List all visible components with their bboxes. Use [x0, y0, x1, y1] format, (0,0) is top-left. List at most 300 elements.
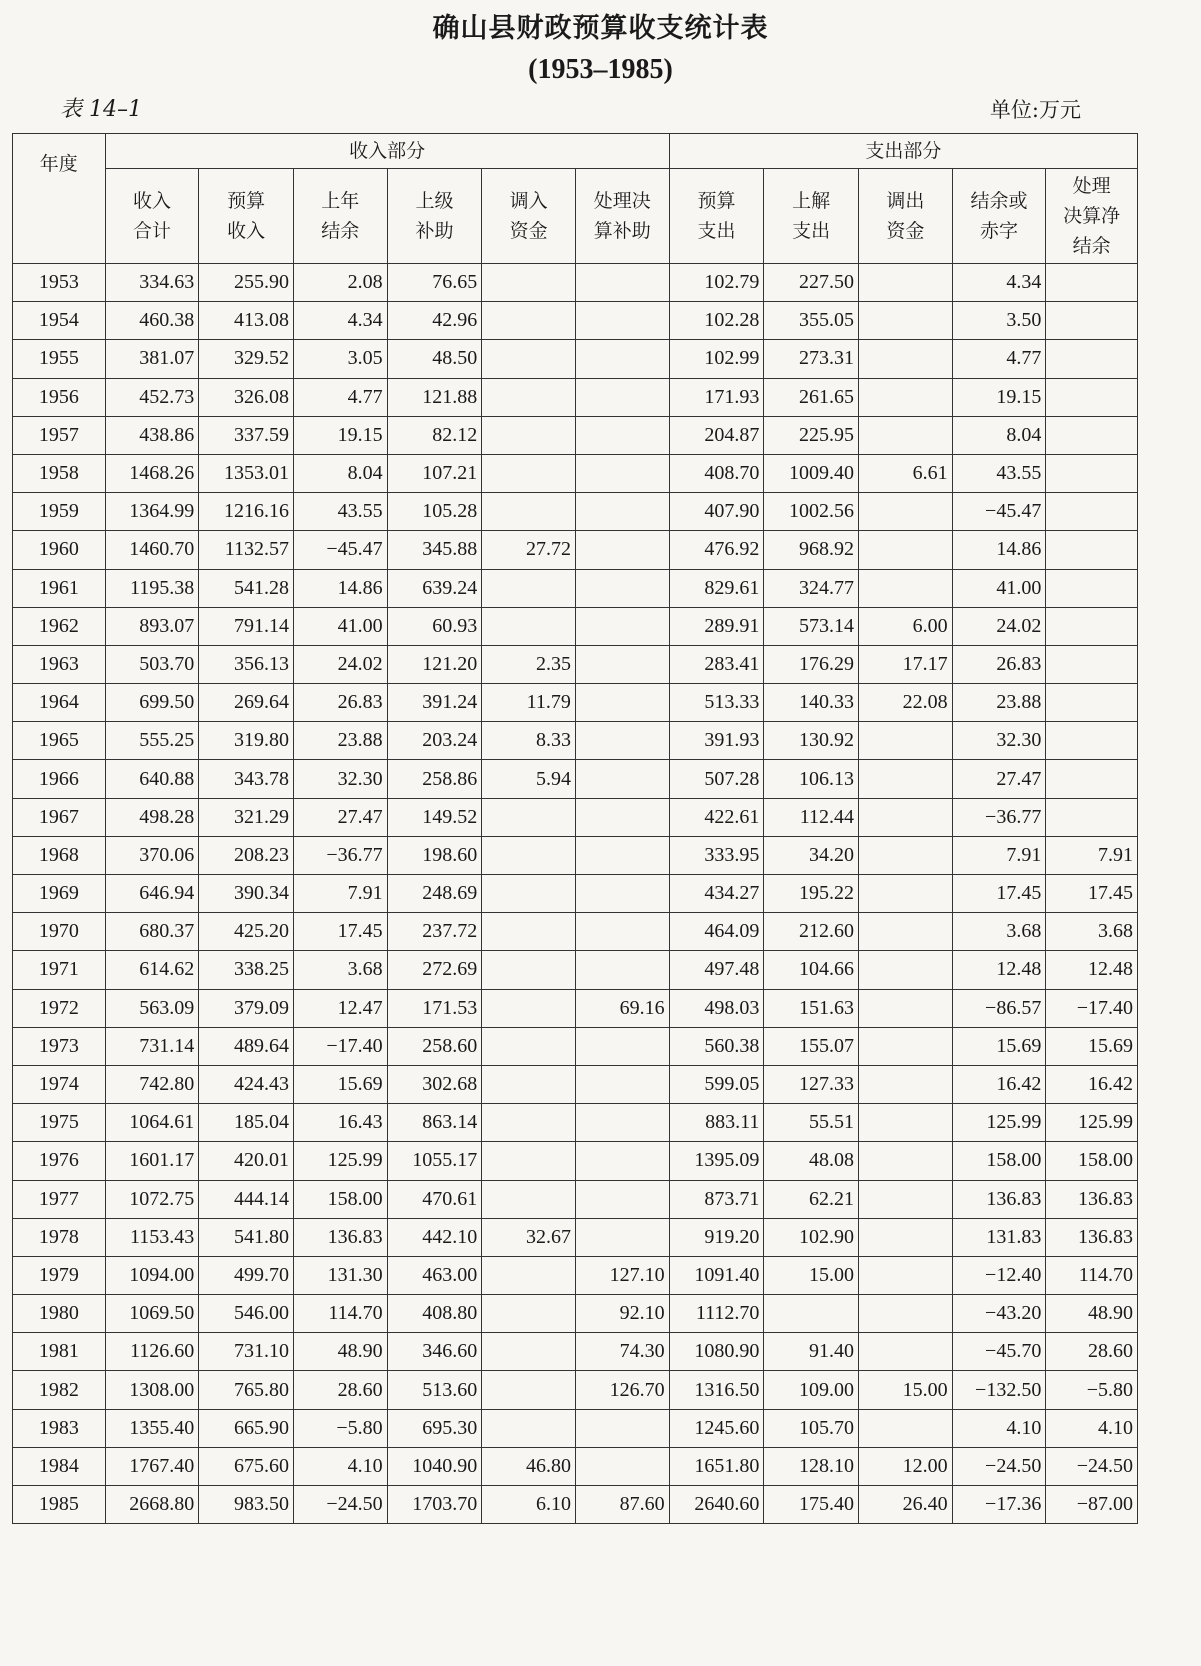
value-cell: 345.88	[387, 531, 482, 569]
value-cell: 258.86	[387, 760, 482, 798]
value-cell: 140.33	[764, 684, 859, 722]
value-cell	[575, 416, 669, 454]
value-cell: 102.79	[669, 264, 764, 302]
column-header-line: 结余	[321, 220, 360, 242]
table-row	[13, 607, 1138, 645]
year-cell: 1962	[13, 607, 106, 645]
value-cell	[575, 760, 669, 798]
column-header-line: 支出	[792, 220, 831, 242]
value-cell: 499.70	[199, 1256, 294, 1294]
value-cell: 131.30	[293, 1256, 387, 1294]
year-cell: 1963	[13, 645, 106, 683]
column-header-line: 预算	[227, 190, 266, 212]
value-cell	[575, 1065, 669, 1103]
table-row	[13, 1027, 1138, 1065]
year-cell: 1972	[13, 989, 106, 1027]
table-row	[13, 1142, 1138, 1180]
value-cell: 208.23	[199, 836, 294, 874]
value-cell: 3.50	[952, 302, 1046, 340]
table-row	[13, 645, 1138, 683]
value-cell: 560.38	[669, 1027, 764, 1065]
value-cell: 198.60	[387, 836, 482, 874]
value-cell: 28.60	[293, 1371, 387, 1409]
value-cell	[575, 913, 669, 951]
value-cell	[575, 951, 669, 989]
value-cell: 149.52	[387, 798, 482, 836]
year-cell: 1953	[13, 264, 106, 302]
column-header-line: 结余或	[970, 190, 1028, 212]
value-cell: 7.91	[293, 875, 387, 913]
year-cell: 1956	[13, 378, 106, 416]
value-cell: 338.25	[199, 951, 294, 989]
column-header-line: 决算净	[1063, 205, 1121, 227]
value-cell: −17.36	[952, 1486, 1046, 1524]
value-cell: 434.27	[669, 875, 764, 913]
value-cell: 15.69	[293, 1065, 387, 1103]
value-cell	[1046, 531, 1138, 569]
table-row	[13, 1409, 1138, 1447]
year-cell: 1979	[13, 1256, 106, 1294]
value-cell: 261.65	[764, 378, 859, 416]
value-cell	[859, 951, 953, 989]
value-cell: 1767.40	[105, 1447, 199, 1485]
value-cell	[859, 722, 953, 760]
value-cell	[859, 493, 953, 531]
value-cell: 136.83	[293, 1218, 387, 1256]
value-cell: 356.13	[199, 645, 294, 683]
column-header	[952, 169, 1046, 264]
value-cell: 1195.38	[105, 569, 199, 607]
value-cell: 4.77	[952, 340, 1046, 378]
value-cell: 680.37	[105, 913, 199, 951]
value-cell: 62.21	[764, 1180, 859, 1218]
value-cell: 16.43	[293, 1104, 387, 1142]
value-cell: 87.60	[575, 1486, 669, 1524]
value-cell	[859, 531, 953, 569]
value-cell: 48.08	[764, 1142, 859, 1180]
value-cell	[859, 1256, 953, 1294]
value-cell: 158.00	[952, 1142, 1046, 1180]
value-cell: 6.61	[859, 454, 953, 492]
value-cell	[482, 493, 576, 531]
value-cell: 34.20	[764, 836, 859, 874]
value-cell: 171.53	[387, 989, 482, 1027]
value-cell: 76.65	[387, 264, 482, 302]
value-cell: 41.00	[293, 607, 387, 645]
value-cell: 302.68	[387, 1065, 482, 1103]
value-cell	[859, 875, 953, 913]
value-cell: 3.68	[952, 913, 1046, 951]
value-cell: 1245.60	[669, 1409, 764, 1447]
value-cell: 1703.70	[387, 1486, 482, 1524]
value-cell: 329.52	[199, 340, 294, 378]
value-cell: 126.70	[575, 1371, 669, 1409]
column-header	[575, 169, 669, 264]
value-cell	[1046, 416, 1138, 454]
value-cell: 319.80	[199, 722, 294, 760]
value-cell: 125.99	[1046, 1104, 1138, 1142]
value-cell	[1046, 684, 1138, 722]
value-cell: 16.42	[952, 1065, 1046, 1103]
table-row	[13, 875, 1138, 913]
value-cell: 12.48	[952, 951, 1046, 989]
value-cell: 391.24	[387, 684, 482, 722]
year-cell: 1974	[13, 1065, 106, 1103]
value-cell	[575, 454, 669, 492]
table-row	[13, 1104, 1138, 1142]
value-cell: 1091.40	[669, 1256, 764, 1294]
value-cell: 114.70	[1046, 1256, 1138, 1294]
column-header	[764, 169, 859, 264]
value-cell: 326.08	[199, 378, 294, 416]
column-header	[199, 169, 294, 264]
column-header	[387, 169, 482, 264]
value-cell: 425.20	[199, 913, 294, 951]
value-cell	[482, 454, 576, 492]
value-cell	[1046, 302, 1138, 340]
value-cell	[482, 340, 576, 378]
value-cell	[482, 569, 576, 607]
table-row	[13, 569, 1138, 607]
value-cell: 32.30	[293, 760, 387, 798]
value-cell: 121.88	[387, 378, 482, 416]
value-cell	[482, 1065, 576, 1103]
value-cell: 130.92	[764, 722, 859, 760]
value-cell: 127.33	[764, 1065, 859, 1103]
finance-table	[12, 133, 1138, 1524]
value-cell: −45.47	[293, 531, 387, 569]
value-cell: 121.20	[387, 645, 482, 683]
value-cell: 225.95	[764, 416, 859, 454]
value-cell	[575, 836, 669, 874]
value-cell: 15.69	[1046, 1027, 1138, 1065]
value-cell: 4.34	[952, 264, 1046, 302]
value-cell: 1064.61	[105, 1104, 199, 1142]
value-cell: 92.10	[575, 1295, 669, 1333]
column-header-line: 调入	[509, 190, 548, 212]
value-cell: 136.83	[1046, 1180, 1138, 1218]
year-cell: 1978	[13, 1218, 106, 1256]
value-cell: 983.50	[199, 1486, 294, 1524]
value-cell: 1353.01	[199, 454, 294, 492]
value-cell	[1046, 378, 1138, 416]
value-cell	[859, 1142, 953, 1180]
value-cell	[1046, 454, 1138, 492]
value-cell: 390.34	[199, 875, 294, 913]
value-cell: 12.00	[859, 1447, 953, 1485]
value-cell: 7.91	[1046, 836, 1138, 874]
value-cell	[859, 302, 953, 340]
year-cell: 1969	[13, 875, 106, 913]
value-cell	[482, 1142, 576, 1180]
value-cell: 74.30	[575, 1333, 669, 1371]
value-cell: 3.68	[1046, 913, 1138, 951]
value-cell: 185.04	[199, 1104, 294, 1142]
year-cell: 1973	[13, 1027, 106, 1065]
value-cell: 112.44	[764, 798, 859, 836]
value-cell	[575, 340, 669, 378]
value-cell: 26.40	[859, 1486, 953, 1524]
value-cell: 171.93	[669, 378, 764, 416]
value-cell: 420.01	[199, 1142, 294, 1180]
column-header-line: 支出	[697, 220, 736, 242]
year-cell: 1964	[13, 684, 106, 722]
value-cell: 24.02	[952, 607, 1046, 645]
column-header-line: 上年	[321, 190, 360, 212]
table-row	[13, 722, 1138, 760]
value-cell: 4.10	[952, 1409, 1046, 1447]
value-cell: 195.22	[764, 875, 859, 913]
value-cell: 248.69	[387, 875, 482, 913]
value-cell: 460.38	[105, 302, 199, 340]
value-cell: 498.28	[105, 798, 199, 836]
table-row	[13, 798, 1138, 836]
value-cell	[482, 1104, 576, 1142]
year-cell: 1984	[13, 1447, 106, 1485]
value-cell: 4.34	[293, 302, 387, 340]
table-row	[13, 1447, 1138, 1485]
year-cell: 1976	[13, 1142, 106, 1180]
column-header-line: 算补助	[593, 220, 651, 242]
value-cell: 765.80	[199, 1371, 294, 1409]
value-cell: 136.83	[952, 1180, 1046, 1218]
table-row	[13, 1486, 1138, 1524]
value-cell: 370.06	[105, 836, 199, 874]
table-row	[13, 684, 1138, 722]
value-cell: 452.73	[105, 378, 199, 416]
value-cell: 2.08	[293, 264, 387, 302]
value-cell: −24.50	[293, 1486, 387, 1524]
value-cell: 3.68	[293, 951, 387, 989]
table-row	[13, 951, 1138, 989]
value-cell: 4.77	[293, 378, 387, 416]
column-header-line: 补助	[415, 220, 454, 242]
value-cell	[575, 722, 669, 760]
value-cell: 1468.26	[105, 454, 199, 492]
value-cell	[482, 875, 576, 913]
value-cell: 273.31	[764, 340, 859, 378]
value-cell: −24.50	[1046, 1447, 1138, 1485]
value-cell: 14.86	[952, 531, 1046, 569]
value-cell: 212.60	[764, 913, 859, 951]
value-cell: 5.94	[482, 760, 576, 798]
value-cell: 503.70	[105, 645, 199, 683]
unit-label: 单位:万元	[989, 98, 1081, 122]
value-cell: 203.24	[387, 722, 482, 760]
value-cell: 158.00	[293, 1180, 387, 1218]
value-cell: 109.00	[764, 1371, 859, 1409]
column-header-line: 调出	[886, 190, 925, 212]
value-cell: 17.17	[859, 645, 953, 683]
value-cell	[575, 1027, 669, 1065]
value-cell: 355.05	[764, 302, 859, 340]
value-cell: 4.10	[293, 1447, 387, 1485]
value-cell: 1072.75	[105, 1180, 199, 1218]
value-cell: −87.00	[1046, 1486, 1138, 1524]
value-cell: 283.41	[669, 645, 764, 683]
value-cell: 1094.00	[105, 1256, 199, 1294]
value-cell: 1651.80	[669, 1447, 764, 1485]
value-cell: 442.10	[387, 1218, 482, 1256]
value-cell: 27.47	[952, 760, 1046, 798]
column-header-line: 收入	[132, 190, 171, 212]
value-cell	[575, 493, 669, 531]
value-cell	[1046, 760, 1138, 798]
column-header	[859, 169, 953, 264]
year-header: 年度	[13, 134, 106, 264]
value-cell	[859, 760, 953, 798]
value-cell	[482, 836, 576, 874]
table-row	[13, 1180, 1138, 1218]
value-cell: 640.88	[105, 760, 199, 798]
year-cell: 1980	[13, 1295, 106, 1333]
table-row	[13, 378, 1138, 416]
value-cell: 114.70	[293, 1295, 387, 1333]
column-header-line: 收入	[227, 220, 266, 242]
value-cell: 444.14	[199, 1180, 294, 1218]
value-cell: 60.93	[387, 607, 482, 645]
value-cell: 43.55	[952, 454, 1046, 492]
value-cell: 204.87	[669, 416, 764, 454]
table-row	[13, 340, 1138, 378]
value-cell: 15.00	[764, 1256, 859, 1294]
value-cell: 1460.70	[105, 531, 199, 569]
value-cell: 408.80	[387, 1295, 482, 1333]
column-header-line: 预算	[697, 190, 736, 212]
value-cell: −5.80	[1046, 1371, 1138, 1409]
value-cell: 17.45	[293, 913, 387, 951]
year-cell: 1955	[13, 340, 106, 378]
value-cell	[575, 569, 669, 607]
value-cell	[859, 798, 953, 836]
column-header-line: 赤字	[979, 220, 1018, 242]
table-body	[13, 264, 1138, 1524]
table-row	[13, 1333, 1138, 1371]
value-cell: 408.70	[669, 454, 764, 492]
value-cell: 1112.70	[669, 1295, 764, 1333]
column-header	[1046, 169, 1138, 264]
value-cell	[859, 1104, 953, 1142]
value-cell: 102.90	[764, 1218, 859, 1256]
value-cell: 614.62	[105, 951, 199, 989]
value-cell: 1316.50	[669, 1371, 764, 1409]
value-cell: 125.99	[952, 1104, 1046, 1142]
column-header	[293, 169, 387, 264]
year-cell: 1982	[13, 1371, 106, 1409]
table-row	[13, 913, 1138, 951]
value-cell	[575, 1447, 669, 1485]
value-cell: 346.60	[387, 1333, 482, 1371]
value-cell: 8.04	[952, 416, 1046, 454]
year-cell: 1971	[13, 951, 106, 989]
value-cell: 27.47	[293, 798, 387, 836]
value-cell	[1046, 607, 1138, 645]
value-cell: −12.40	[952, 1256, 1046, 1294]
value-cell: 883.11	[669, 1104, 764, 1142]
value-cell	[575, 607, 669, 645]
year-cell: 1960	[13, 531, 106, 569]
value-cell: 476.92	[669, 531, 764, 569]
value-cell	[575, 531, 669, 569]
value-cell: 128.10	[764, 1447, 859, 1485]
value-cell: 334.63	[105, 264, 199, 302]
value-cell: 1080.90	[669, 1333, 764, 1371]
value-cell: 127.10	[575, 1256, 669, 1294]
value-cell: 125.99	[293, 1142, 387, 1180]
year-cell: 1966	[13, 760, 106, 798]
value-cell	[859, 1027, 953, 1065]
value-cell: 470.61	[387, 1180, 482, 1218]
year-cell: 1975	[13, 1104, 106, 1142]
value-cell: 513.60	[387, 1371, 482, 1409]
value-cell	[482, 1295, 576, 1333]
column-header-line: 合计	[132, 220, 171, 242]
value-cell: 2.35	[482, 645, 576, 683]
year-cell: 1981	[13, 1333, 106, 1371]
value-cell	[859, 264, 953, 302]
value-cell: 28.60	[1046, 1333, 1138, 1371]
value-cell	[482, 989, 576, 1027]
value-cell: 102.28	[669, 302, 764, 340]
table-row	[13, 531, 1138, 569]
value-cell	[859, 913, 953, 951]
value-cell	[482, 302, 576, 340]
value-cell: 555.25	[105, 722, 199, 760]
year-cell: 1959	[13, 493, 106, 531]
value-cell	[575, 264, 669, 302]
value-cell: 675.60	[199, 1447, 294, 1485]
page-title: 确山县财政预算收支统计表	[432, 13, 769, 44]
value-cell: 17.45	[1046, 875, 1138, 913]
value-cell: 69.16	[575, 989, 669, 1027]
value-cell: 23.88	[952, 684, 1046, 722]
column-header-line: 上级	[415, 190, 454, 212]
value-cell	[575, 1142, 669, 1180]
value-cell: 731.10	[199, 1333, 294, 1371]
value-cell: 11.79	[482, 684, 576, 722]
value-cell: 463.00	[387, 1256, 482, 1294]
column-header-line: 上解	[792, 190, 831, 212]
value-cell	[575, 875, 669, 913]
value-cell: 324.77	[764, 569, 859, 607]
year-cell: 1983	[13, 1409, 106, 1447]
value-cell: 227.50	[764, 264, 859, 302]
value-cell: 289.91	[669, 607, 764, 645]
year-cell: 1985	[13, 1486, 106, 1524]
value-cell: 2668.80	[105, 1486, 199, 1524]
year-cell: 1957	[13, 416, 106, 454]
column-header-row	[13, 169, 1138, 264]
value-cell: 82.12	[387, 416, 482, 454]
value-cell: 863.14	[387, 1104, 482, 1142]
value-cell	[575, 302, 669, 340]
value-cell	[859, 1065, 953, 1103]
value-cell	[482, 1409, 576, 1447]
value-cell	[1046, 798, 1138, 836]
value-cell	[482, 913, 576, 951]
value-cell: 46.80	[482, 1447, 576, 1485]
value-cell: 731.14	[105, 1027, 199, 1065]
value-cell	[482, 378, 576, 416]
value-cell: 105.28	[387, 493, 482, 531]
value-cell: 151.63	[764, 989, 859, 1027]
value-cell: 919.20	[669, 1218, 764, 1256]
value-cell	[859, 1295, 953, 1333]
value-cell	[859, 836, 953, 874]
value-cell: 873.71	[669, 1180, 764, 1218]
value-cell: 333.95	[669, 836, 764, 874]
value-cell	[482, 607, 576, 645]
